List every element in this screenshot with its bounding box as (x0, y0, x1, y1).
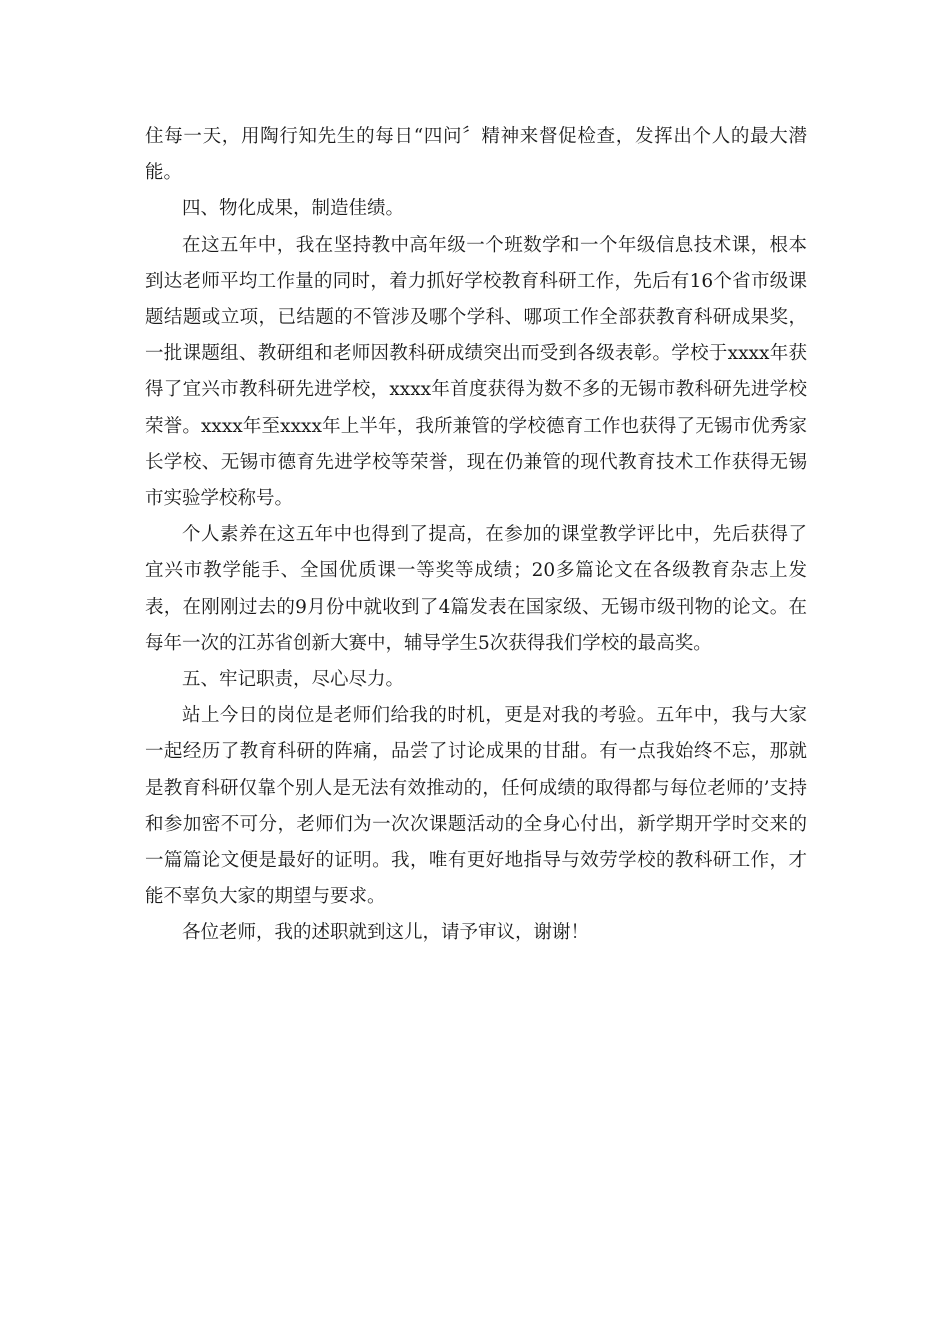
section-heading-five: 五、牢记职责，尽心尽力。 (182, 669, 405, 691)
paragraph-achievements: 在这五年中，我在坚持教中高年级一个班数学和一个年级信息技术课，根本到达老师平均工作量的同时，着力抓好学校教育科研工作，先后有16个省市级课题结题或立项，已结题的不管涉及哪个学科、哪项工作全部获教育科研成果奖，一批课题组、教研组和老师因教科研成绩突出而受到各级表彰。学校于xxxx年获得了宜兴市教科研先进学校，xxxx年首度获得为数不多的无锡市教科研先进学校荣誉。xxxx年至xxxx年上半年，我所兼管的学校德育工作也获得了无锡市优秀家长学校、无锡市德育先进学校等荣誉，现在仍兼管的现代教育技术工作获得无锡市实验学校称号。 (145, 234, 807, 510)
paragraph-continuation: 住每一天，用陶行知先生的每日“四问〞精神来督促检查，发挥出个人的最大潜能。 (145, 126, 807, 184)
document-body (145, 119, 807, 952)
section-heading-four: 四、物化成果，制造佳绩。 (182, 198, 405, 220)
paragraph-closing: 各位老师，我的述职就到这儿，请予审议，谢谢！ (182, 922, 590, 944)
paragraph-personal-growth: 个人素养在这五年中也得到了提高，在参加的课堂教学评比中，先后获得了宜兴市教学能手、全国优质课一等奖等成绩；20多篇论文在各级教育杂志上发表，在刚刚过去的9月份中就收到了4篇发表在国家级、无锡市级刊物的论文。在每年一次的江苏省创新大赛中，辅导学生5次获得我们学校的最高奖。 (145, 524, 807, 654)
paragraph-responsibility: 站上今日的岗位是老师们给我的时机，更是对我的考验。五年中，我与大家一起经历了教育科研的阵痛，品尝了讨论成果的甘甜。有一点我始终不忘，那就是教育科研仅靠个别人是无法有效推动的，任何成绩的取得都与每位老师的’支持和参加密不可分，老师们为一次次课题活动的全身心付出，新学期开学时交来的一篇篇论文便是最好的证明。我，唯有更好地指导与效劳学校的教科研工作，才能不辜负大家的期望与要求。 (145, 705, 807, 908)
